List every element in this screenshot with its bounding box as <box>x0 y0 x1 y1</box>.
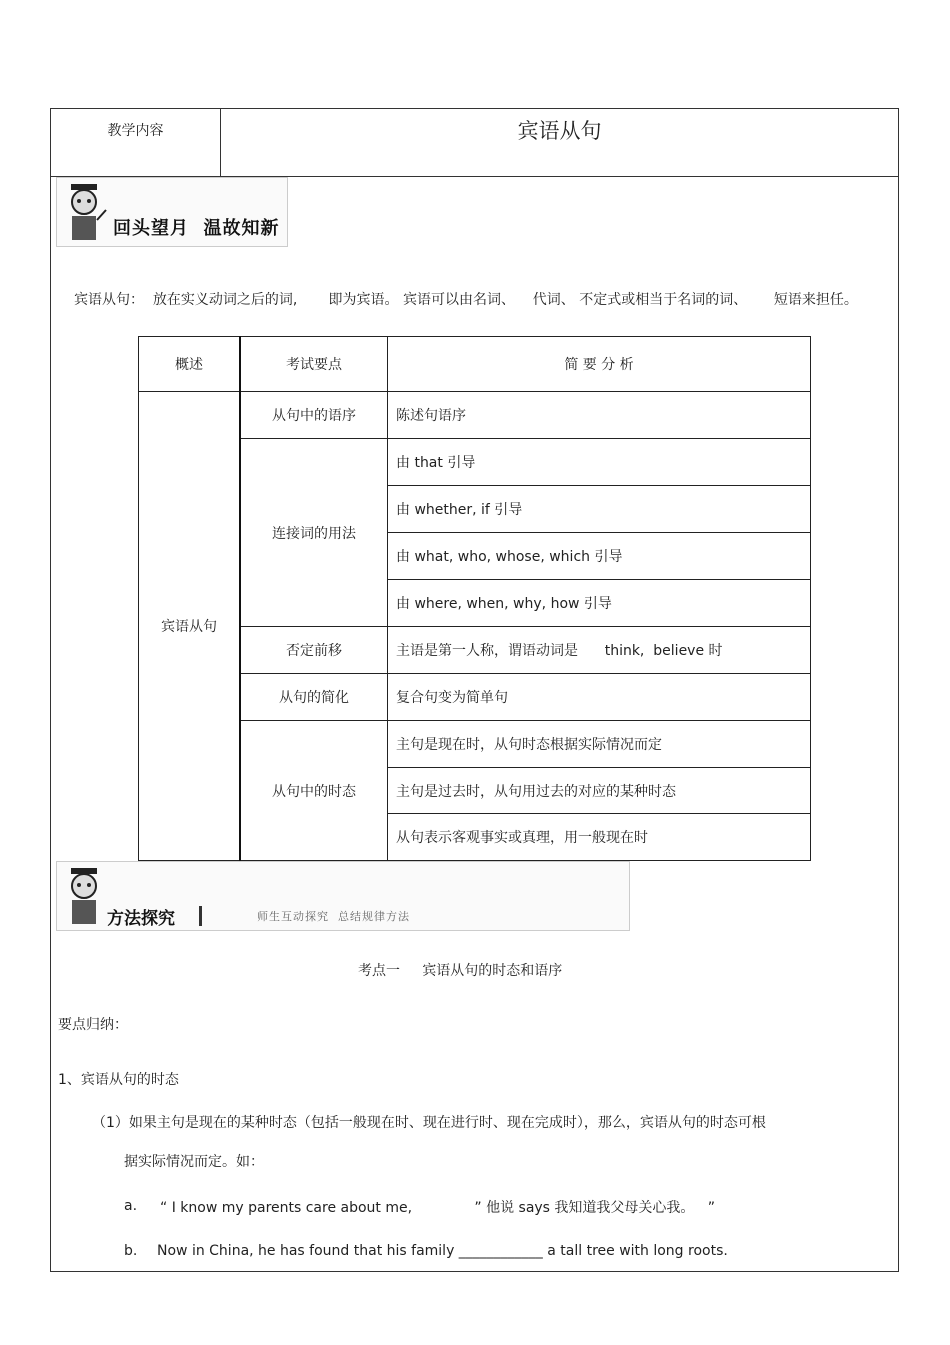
review-banner <box>56 177 288 247</box>
analysis-cell: 主句是现在时，从句时态根据实际情况而定 <box>388 721 811 768</box>
example-sentence: Now in China, he has found that his family ____________ a tall tree with long roots. <box>157 1243 728 1259</box>
teacher-mascot-icon <box>63 866 107 926</box>
analysis-cell: 主句是过去时，从句用过去的对应的某种时态 <box>388 768 811 814</box>
col-header-analysis: 简 要 分 析 <box>388 337 811 392</box>
point-heading: 1、宾语从句的时态 <box>58 1072 179 1088</box>
point-cell: 否定前移 <box>240 627 388 674</box>
paragraph-line: 据实际情况而定。如： <box>124 1154 264 1170</box>
point-cell: 从句中的时态 <box>240 721 388 861</box>
col-header-exam-points: 考试要点 <box>240 337 388 392</box>
analysis-cell: 陈述句语序 <box>388 392 811 439</box>
point-cell: 从句中的语序 <box>240 392 388 439</box>
analysis-cell: 从句表示客观事实或真理，用一般现在时 <box>388 814 811 861</box>
intro-text: 宾语从句： 放在实义动词之后的词, 即为宾语。 宾语可以由名词、 代词、 不定式或相当于名词的词、 短语来担任。 <box>74 292 858 308</box>
page-title: 宾语从句 <box>517 119 602 143</box>
header-label: 教学内容 <box>51 109 221 176</box>
summary-table <box>138 336 811 861</box>
teacher-mascot-icon <box>63 182 107 242</box>
analysis-cell: 由 whether, if 引导 <box>388 486 811 533</box>
method-banner-divider <box>199 906 202 926</box>
section-title: 考点一 宾语从句的时态和语序 <box>358 963 563 979</box>
category-cell: 宾语从句 <box>139 392 241 861</box>
point-cell: 从句的简化 <box>240 674 388 721</box>
summary-label: 要点归纳： <box>58 1017 128 1033</box>
analysis-cell: 由 where, when, why, how 引导 <box>388 580 811 627</box>
example-label: a. <box>124 1198 138 1214</box>
analysis-cell: 主语是第一人称，谓语动词是 think, believe 时 <box>388 627 811 674</box>
analysis-cell: 复合句变为简单句 <box>388 674 811 721</box>
example-sentence: “ I know my parents care about me, ” 他说 says 我知道我父母关心我。 ” <box>160 1200 716 1216</box>
header-row <box>51 109 898 177</box>
point-cell: 连接词的用法 <box>240 439 388 627</box>
method-banner-text: 方法探究 <box>107 909 175 929</box>
example-label: b. <box>124 1243 138 1259</box>
review-banner-text: 回头望月 温故知新 <box>113 218 280 239</box>
paragraph-line: （1）如果主句是现在的某种时态（包括一般现在时、现在进行时、现在完成时），那么，宾语从句的时态可根 <box>92 1115 766 1131</box>
method-banner-subtext: 师生互动探究 总结规律方法 <box>257 910 410 923</box>
method-banner <box>56 861 630 931</box>
analysis-cell: 由 that 引导 <box>388 439 811 486</box>
analysis-cell: 由 what, who, whose, which 引导 <box>388 533 811 580</box>
col-header-overview: 概述 <box>139 337 241 392</box>
